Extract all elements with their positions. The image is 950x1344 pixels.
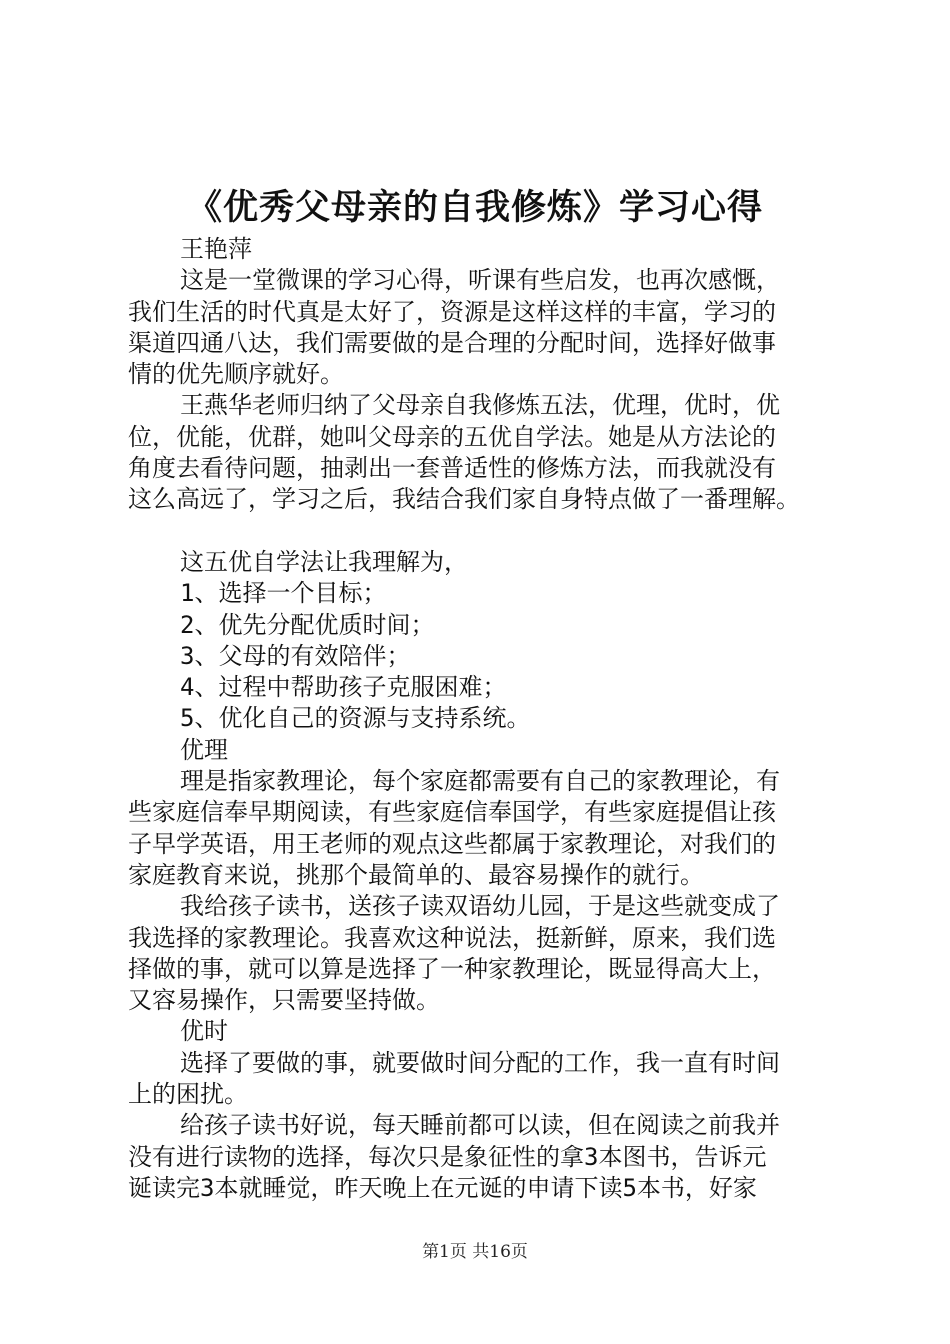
text-line: 我们生活的时代真是太好了，资源是这样这样的丰富，学习的 <box>128 297 776 326</box>
text-line: 选择了要做的事，就要做时间分配的工作，我一直有时间 <box>180 1048 780 1077</box>
text-line: 3、父母的有效陪伴； <box>180 641 411 670</box>
text-line: 这是一堂微课的学习心得，听课有些启发，也再次感慨， <box>180 266 780 295</box>
text-line: 给孩子读书好说，每天睡前都可以读，但在阅读之前我并 <box>180 1111 780 1140</box>
text-line: 上的困扰。 <box>128 1080 248 1109</box>
text-line: 理是指家教理论，每个家庭都需要有自己的家教理论，有 <box>180 767 780 796</box>
text-line: 2、优先分配优质时间； <box>180 610 435 639</box>
text-line: 情的优先顺序就好。 <box>128 360 344 389</box>
text-line: 没有进行读物的选择，每次只是象征性的拿3本图书，告诉元 <box>128 1142 767 1171</box>
text-line: 渠道四通八达，我们需要做的是合理的分配时间，选择好做事 <box>128 328 776 357</box>
text-line: 优理 <box>180 735 228 764</box>
text-line: 我选择的家教理论。我喜欢这种说法，挺新鲜，原来，我们选 <box>128 923 776 952</box>
text-line: 择做的事，就可以算是选择了一种家教理论，既显得高大上， <box>128 954 776 983</box>
paragraph-lines <box>128 265 840 1204</box>
text-line: 家庭教育来说，挑那个最简单的、最容易操作的就行。 <box>128 860 704 889</box>
document-title: 《优秀父母亲的自我修炼》学习心得 <box>186 187 763 228</box>
text-line: 位，优能，优群，她叫父母亲的五优自学法。她是从方法论的 <box>128 422 776 451</box>
text-line: 些家庭信奉早期阅读，有些家庭信奉国学，有些家庭提倡让孩 <box>128 798 776 827</box>
page-footer: 第1页 共16页 <box>422 1242 528 1262</box>
text-line: 又容易操作，只需要坚持做。 <box>128 986 440 1015</box>
author-name: 王艳萍 <box>180 235 252 263</box>
text-line: 王燕华老师归纳了父母亲自我修炼五法，优理，优时，优 <box>180 391 780 420</box>
text-line: 1、选择一个目标； <box>180 579 387 608</box>
text-line: 这五优自学法让我理解为， <box>180 547 468 576</box>
text-line: 5、优化自己的资源与支持系统。 <box>180 704 531 733</box>
blank-line <box>128 516 840 547</box>
text-line: 这么高远了，学习之后，我结合我们家自身特点做了一番理解。 <box>128 485 800 514</box>
text-line: 我给孩子读书，送孩子读双语幼儿园，于是这些就变成了 <box>180 892 780 921</box>
text-line: 诞读完3本就睡觉，昨天晚上在元诞的申请下读5本书，好家 <box>128 1173 757 1202</box>
text-line: 优时 <box>180 1017 228 1046</box>
document-body <box>128 234 840 1204</box>
text-line: 4、过程中帮助孩子克服困难； <box>180 673 507 702</box>
text-line: 子早学英语，用王老师的观点这些都属于家教理论，对我们的 <box>128 829 776 858</box>
text-line: 角度去看待问题，抽剥出一套普适性的修炼方法，而我就没有 <box>128 454 776 483</box>
